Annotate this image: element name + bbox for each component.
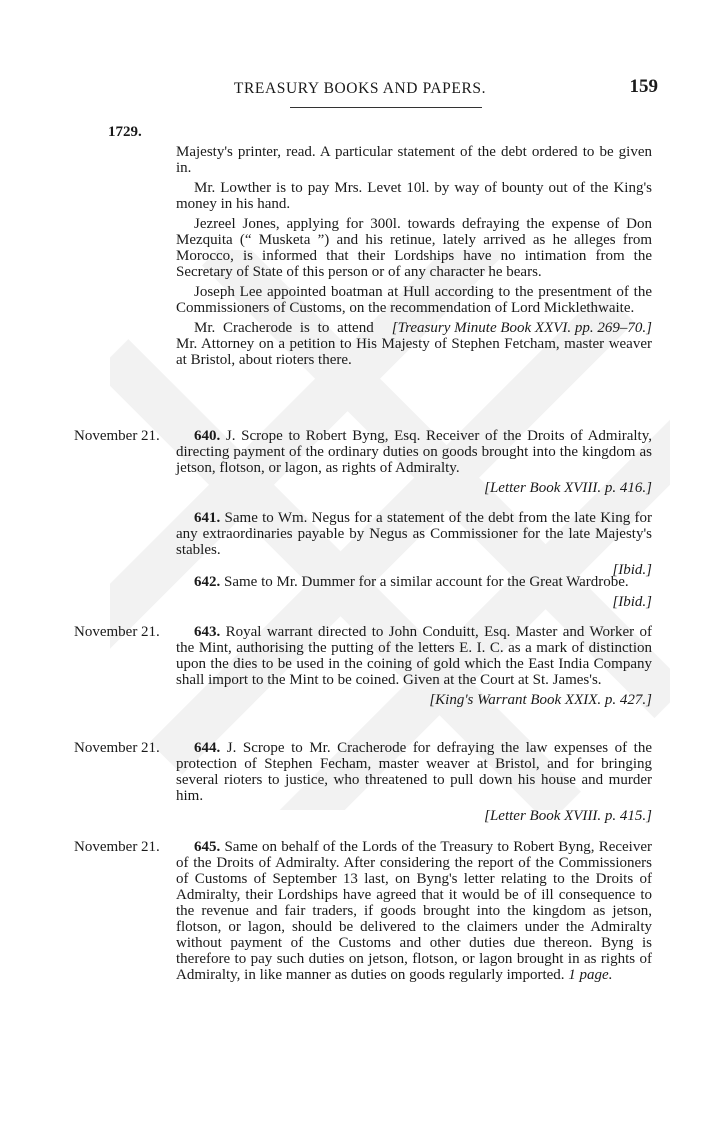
- entry-text: 640. J. Scrope to Robert Byng, Esq. Receiver of the Droits of Admiralty, directing payment of the ordinary duties on goods brought into the kingdom as jetson, flotson, or lagon, as rights of Admiralty.: [176, 428, 652, 476]
- entry-extent: 1 page.: [568, 967, 613, 983]
- entry-640: [176, 428, 652, 496]
- entry-643: [176, 624, 652, 708]
- entry-number: 643.: [194, 624, 221, 640]
- entry-number: 645.: [194, 839, 221, 855]
- entry-date: November 21.: [74, 740, 160, 756]
- year-marker: 1729.: [108, 124, 142, 140]
- entry-source: [Letter Book XVIII. p. 416.]: [484, 480, 652, 496]
- minute-paragraph: [Treasury Minute Book XXVI. pp. 269–70.] Mr. Cracherode is to attend Mr. Attorney on a petition to His Majesty of Stephen Fetcham, master weaver at Bristol, about rioters there.: [176, 320, 652, 368]
- entry-source: [Ibid.]: [612, 594, 652, 610]
- entry-641: [176, 510, 652, 578]
- entry-number: 642.: [194, 574, 221, 590]
- entry-source: [Ibid.]: [612, 562, 652, 578]
- entry-date: November 21.: [74, 624, 160, 640]
- entry-642: [176, 574, 652, 610]
- entry-644: [176, 740, 652, 824]
- running-header: TREASURY BOOKS AND PAPERS.: [233, 80, 487, 97]
- entry-source: [King's Warrant Book XXIX. p. 427.]: [429, 692, 652, 708]
- minute-source: [Treasury Minute Book XXVI. pp. 269–70.]: [391, 320, 652, 336]
- minute-paragraph: Joseph Lee appointed boatman at Hull according to the presentment of the Commissioners of Customs, on the recommendation of Lord Micklethwaite.: [176, 284, 652, 316]
- entry-text: 645. Same on behalf of the Lords of the Treasury to Robert Byng, Receiver of the Droits of Admiralty. After considering the report of the Commissioners of Customs of September 13 last, on Byng's letter relating to the Droits of Admiralty, their Lordships have agreed that it would be of ill consequence to the revenue and fair traders, if goods brought into the kingdom as jetson, flotson, or lagon, should be delivered to the claimers under the Admiralty without payment of the Customs and other duties due thereon. Byng is therefore to pay such duties on jetson, flotson, or lagon brought in as rights of Admiralty, in like manner as duties on goods regularly imported. 1 page.: [176, 839, 652, 983]
- entry-date: November 21.: [74, 839, 160, 855]
- entry-text: 643. Royal warrant directed to John Conduitt, Esq. Master and Worker of the Mint, authorising the putting of the letters E. I. C. as a mark of distinction upon the dies to be used in the coining of gold which the East India Company shall import to the Mint to be coined. Given at the Court at St. James's.: [176, 624, 653, 688]
- entry-number: 644.: [194, 740, 221, 756]
- minute-entry: [176, 144, 652, 372]
- entry-text: 642. Same to Mr. Dummer for a similar account for the Great Wardrobe.: [194, 574, 629, 590]
- entry-text: 644. J. Scrope to Mr. Cracherode for defraying the law expenses of the protection of Stephen Fecham, master weaver at Bristol, and for bringing several rioters to justice, who threatened to pull down his house and murder him.: [176, 740, 653, 804]
- entry-date: November 21.: [74, 428, 160, 444]
- page-number: 159: [629, 76, 658, 97]
- entry-text: 641. Same to Wm. Negus for a statement of the debt from the late King for any extraordinaries payable by Negus as Commissioner for the late Majesty's stables.: [176, 510, 652, 558]
- entry-source: [Letter Book XVIII. p. 415.]: [484, 808, 652, 824]
- minute-paragraph: Mr. Lowther is to pay Mrs. Levet 10l. by way of bounty out of the King's money in his hand.: [176, 180, 652, 212]
- minute-paragraph: Majesty's printer, read. A particular statement of the debt ordered to be given in.: [176, 144, 652, 176]
- minute-paragraph: Jezreel Jones, applying for 300l. towards defraying the expense of Don Mezquita (“ Musketa ”) and his retinue, lately arrived as he alleges from Morocco, is informed that their Lordships have no intimation from the Secretary of State of this person or of any character he bears.: [176, 216, 652, 280]
- entry-645: [176, 839, 652, 987]
- entry-number: 640.: [194, 428, 221, 444]
- header-rule: [290, 107, 482, 108]
- entry-number: 641.: [194, 510, 221, 526]
